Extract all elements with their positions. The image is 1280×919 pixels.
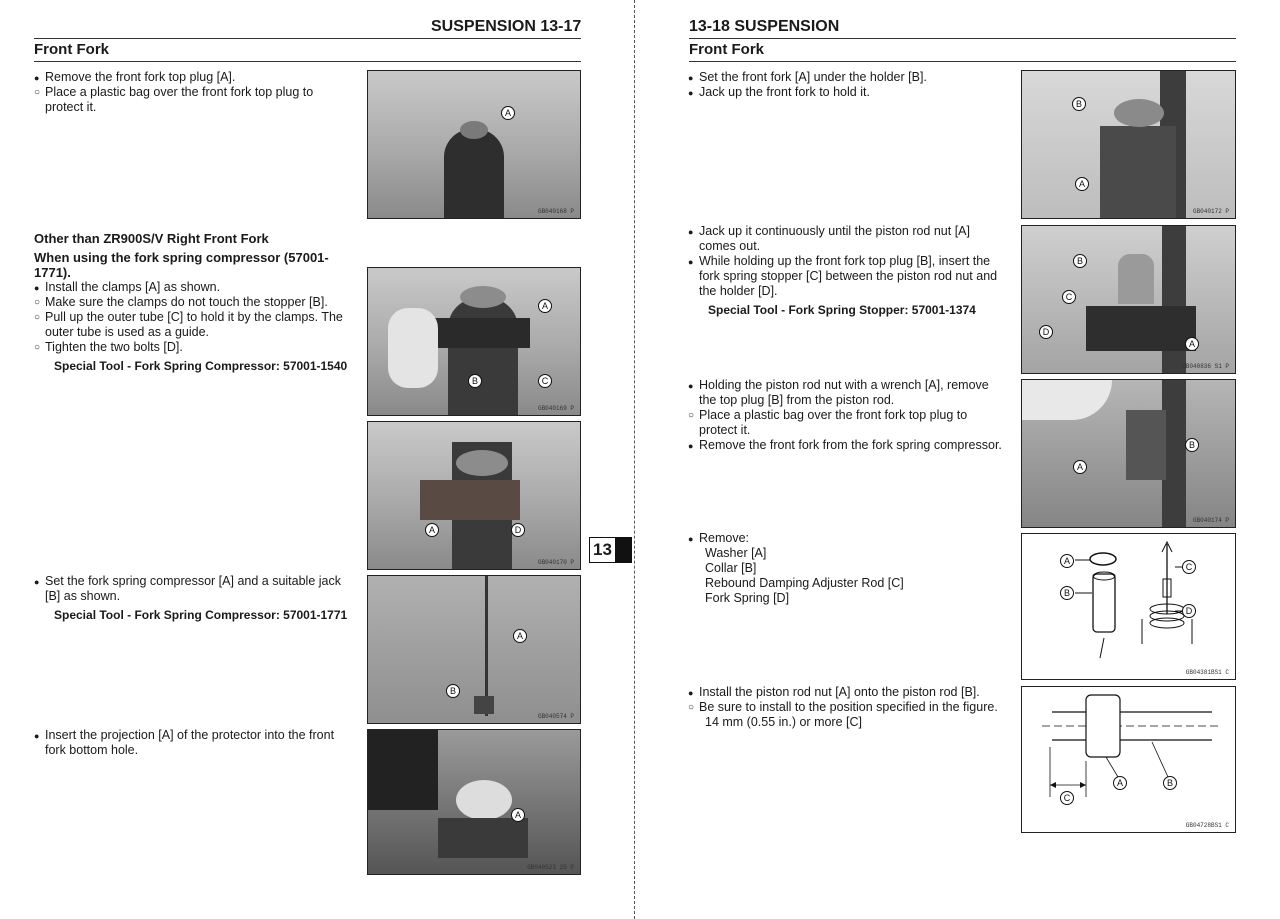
fork-tube-shape xyxy=(448,298,518,416)
figure-fork-spring-stopper xyxy=(1021,225,1236,374)
top-plug-shape xyxy=(1114,99,1164,127)
figure-piston-rod-nut-diagram xyxy=(1021,686,1236,833)
fork-tube-shape xyxy=(1126,410,1166,480)
list-item: ● Insert the projection [A] of the protector into the front fork bottom hole. xyxy=(34,728,352,758)
top-plug-shape xyxy=(460,121,488,139)
callout-a: A xyxy=(1185,337,1199,351)
list-item: ● Install the clamps [A] as shown. xyxy=(34,280,352,295)
figure-protector-projection xyxy=(367,729,581,875)
callout-a: A xyxy=(501,106,515,120)
callout-a: A xyxy=(513,629,527,643)
callout-a: A xyxy=(511,808,525,822)
callout-a: A xyxy=(1113,776,1127,790)
callout-b: B xyxy=(446,684,460,698)
left-header-rule xyxy=(34,38,581,39)
figure-code: GB040170 P xyxy=(537,559,574,566)
removal-item: Fork Spring [D] xyxy=(705,591,790,605)
list-item: ● Set the fork spring compressor [A] and a suitable jack [B] as shown. xyxy=(34,574,352,604)
list-item: ● Remove the front fork top plug [A]. xyxy=(34,70,352,85)
list-item: ● Remove: xyxy=(688,531,1003,546)
left-block-2 xyxy=(34,231,352,374)
callout-b: B xyxy=(1163,776,1177,790)
removal-item: Collar [B] xyxy=(705,561,757,575)
list-item: ● Set the front fork [A] under the holder [B]. xyxy=(688,70,1003,85)
figure-fork-top-plug xyxy=(367,70,581,219)
subheading: Other than ZR900S/V Right Front Fork xyxy=(34,231,269,246)
list-item: ○ Place a plastic bag over the front fork top plug to protect it. xyxy=(688,408,1003,438)
left-section-title: Front Fork xyxy=(34,41,109,58)
list-item: ○ Place a plastic bag over the front fork top plug to protect it. xyxy=(34,85,352,115)
callout-a: A xyxy=(1073,460,1087,474)
figure-code: GB040168 P xyxy=(537,208,574,215)
base-shape xyxy=(438,818,528,858)
right-block-3 xyxy=(688,378,1003,453)
list-item: ● While holding up the front fork top plug [B], insert the fork spring stopper [C] between the piston rod nut and the holder [D]. xyxy=(688,254,1003,299)
piston-rod-drawing xyxy=(1022,687,1235,832)
left-block-4 xyxy=(34,728,352,758)
callout-c: C xyxy=(538,374,552,388)
figure-code: GB04728BS1 C xyxy=(1185,822,1229,829)
callout-a: A xyxy=(1075,177,1089,191)
list-item: ○ Pull up the outer tube [C] to hold it by the clamps. The outer tube is used as a guide. xyxy=(34,310,352,340)
right-section-title: Front Fork xyxy=(689,41,764,58)
right-section-rule xyxy=(689,61,1236,62)
callout-a: A xyxy=(538,299,552,313)
subheading: When using the fork spring compressor (57001-1771). xyxy=(34,250,329,280)
fork-tube-shape xyxy=(444,129,504,219)
callout-a: A xyxy=(425,523,439,537)
right-block-1 xyxy=(688,70,1003,100)
callout-b: B xyxy=(1060,586,1074,600)
figure-install-clamps xyxy=(367,267,581,416)
figure-code: GB040172 P xyxy=(1192,208,1229,215)
callout-c: C xyxy=(1062,290,1076,304)
callout-b: B xyxy=(1185,438,1199,452)
holder-shape xyxy=(1086,306,1196,351)
list-item: ○ Tighten the two bolts [D]. xyxy=(34,340,352,355)
figure-removal-parts-diagram xyxy=(1021,533,1236,680)
figure-code: GB040169 P xyxy=(537,405,574,412)
chapter-tab-number: 13 xyxy=(589,537,616,563)
jack-shape xyxy=(474,696,494,714)
right-header-rule xyxy=(689,38,1236,39)
callout-a: A xyxy=(1060,554,1074,568)
left-section-rule xyxy=(34,61,581,62)
figure-code: GB040574 P xyxy=(537,713,574,720)
callout-b: B xyxy=(1073,254,1087,268)
right-block-5 xyxy=(688,685,1003,730)
special-tool-note: Special Tool - Fork Spring Compressor: 57001-1771 xyxy=(54,608,348,622)
callout-b: B xyxy=(468,374,482,388)
figure-spring-compressor-jack xyxy=(367,575,581,724)
callout-d: D xyxy=(1039,325,1053,339)
compressor-rod-shape xyxy=(485,576,488,716)
top-plug-shape xyxy=(1118,254,1154,304)
callout-c: C xyxy=(1182,560,1196,574)
callout-c: C xyxy=(1060,791,1074,805)
figure-fork-under-holder xyxy=(1021,70,1236,219)
figure-code: GB040836 S1 P xyxy=(1182,363,1229,370)
hand-shape xyxy=(388,308,438,388)
removal-parts-drawing xyxy=(1022,534,1235,679)
list-item: ● Jack up the front fork to hold it. xyxy=(688,85,1003,100)
right-block-2 xyxy=(688,224,1003,318)
page-gutter-divider xyxy=(634,0,635,919)
left-block-3 xyxy=(34,574,352,623)
figure-code: GB040523 25 P xyxy=(527,864,574,871)
protector-ring-shape xyxy=(456,780,512,820)
left-page-header: SUSPENSION 13-17 xyxy=(431,18,582,35)
callout-d: D xyxy=(1182,604,1196,618)
right-page-header: 13-18 SUSPENSION xyxy=(689,18,840,35)
frame-shape xyxy=(368,730,438,810)
top-plug-shape xyxy=(456,450,508,476)
list-item: ● Jack up it continuously until the piston rod nut [A] comes out. xyxy=(688,224,1003,254)
chapter-tab-bar xyxy=(616,537,632,563)
list-item: ● Install the piston rod nut [A] onto the piston rod [B]. xyxy=(688,685,1003,700)
special-tool-note: Special Tool - Fork Spring Compressor: 57001-1540 xyxy=(54,359,348,373)
callout-d: D xyxy=(511,523,525,537)
removal-list xyxy=(688,546,1003,606)
special-tool-note: Special Tool - Fork Spring Stopper: 57001-1374 xyxy=(708,303,976,317)
callout-b: B xyxy=(1072,97,1086,111)
removal-item: Rebound Damping Adjuster Rod [C] xyxy=(705,576,904,590)
top-plug-shape xyxy=(460,286,506,308)
hand-shape xyxy=(1022,380,1112,420)
figure-code: GB040174 P xyxy=(1192,517,1229,524)
right-block-4 xyxy=(688,531,1003,606)
clamp-block-shape xyxy=(420,480,520,520)
figure-remove-top-plug xyxy=(1021,379,1236,528)
spec-note: 14 mm (0.55 in.) or more [C] xyxy=(705,715,862,729)
list-item: ○ Be sure to install to the position specified in the figure. xyxy=(688,700,1003,715)
clamp-block-shape xyxy=(430,318,530,348)
list-item: ● Holding the piston rod nut with a wrench [A], remove the top plug [B] from the piston rod. xyxy=(688,378,1003,408)
figure-tighten-bolts xyxy=(367,421,581,570)
holder-shape xyxy=(1100,126,1176,218)
list-item: ● Remove the front fork from the fork spring compressor. xyxy=(688,438,1003,453)
left-block-1 xyxy=(34,70,352,115)
list-item: ○ Make sure the clamps do not touch the stopper [B]. xyxy=(34,295,352,310)
chapter-tab xyxy=(589,537,632,563)
removal-item: Washer [A] xyxy=(705,546,767,560)
figure-code: GB04381BS1 C xyxy=(1185,669,1229,676)
